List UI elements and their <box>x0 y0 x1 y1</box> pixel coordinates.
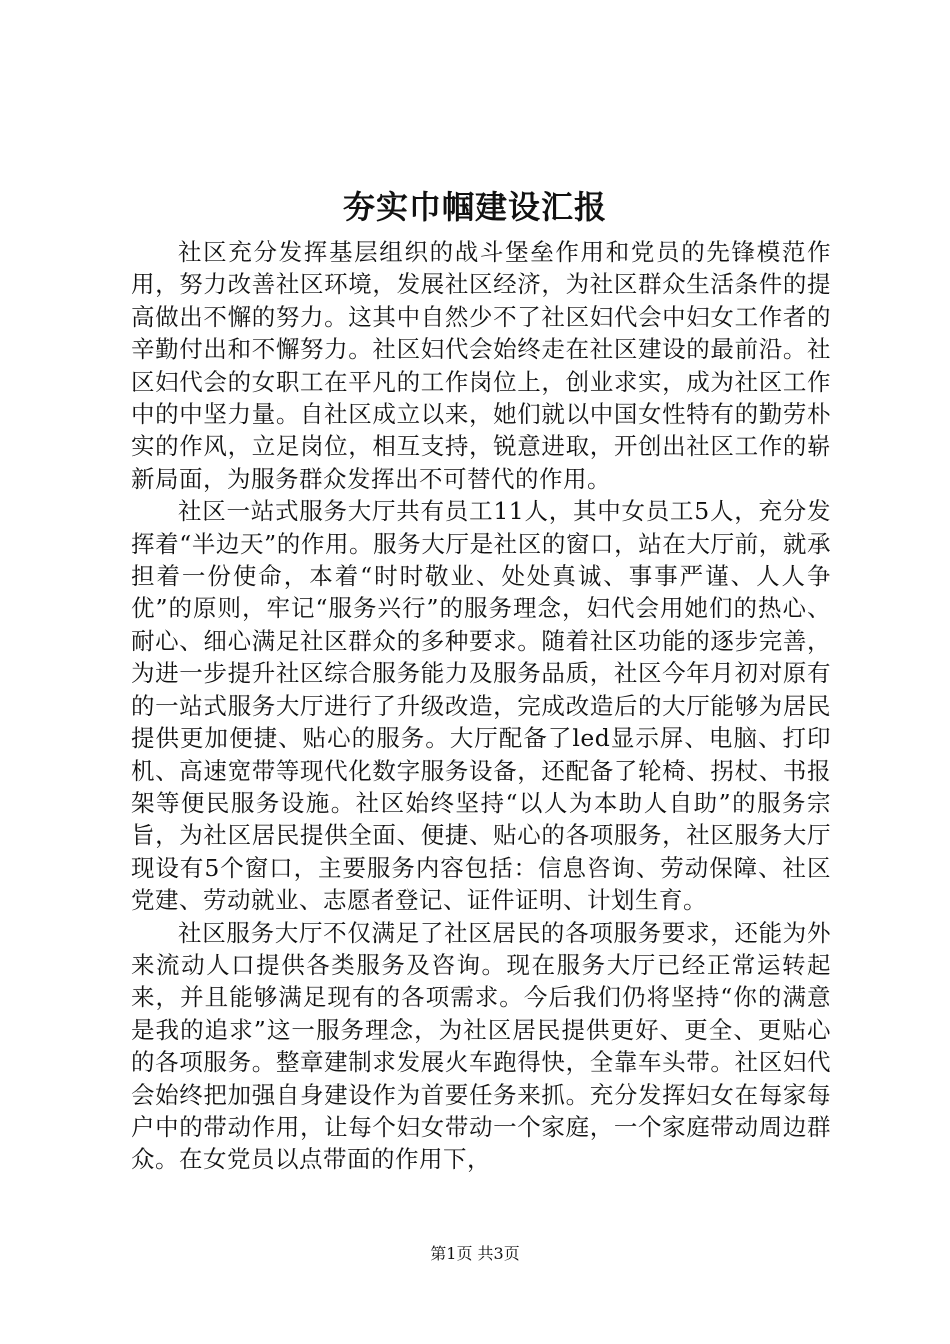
paragraph-1: 社区充分发挥基层组织的战斗堡垒作用和党员的先锋模范作用，努力改善社区环境，发展社区经济，为社区群众生活条件的提高做出不懈的努力。这其中自然少不了社区妇代会中妇女工作者的辛勤付出和不懈努力。社区妇代会始终走在社区建设的最前沿。社区妇代会的女职工在平凡的工作岗位上，创业求实，成为社区工作中的中坚力量。自社区成立以来，她们就以中国女性特有的勤劳朴实的作风，立足岗位，相互支持，锐意进取，开创出社区工作的崭新局面，为服务群众发挥出不可替代的作用。 <box>131 238 831 493</box>
paragraph-3: 社区服务大厅不仅满足了社区居民的各项服务要求，还能为外来流动人口提供各类服务及咨询。现在服务大厅已经正常运转起来，并且能够满足现有的各项需求。今后我们仍将坚持“你的满意是我的追求”这一服务理念，为社区居民提供更好、更全、更贴心的各项服务。整章建制求发展火车跑得快，全靠车头带。社区妇代会始终把加强自身建设作为首要任务来抓。充分发挥妇女在每家每户中的带动作用，让每个妇女带动一个家庭，一个家庭带动周边群众。在女党员以点带面的作用下， <box>131 918 831 1174</box>
document-title: 夯实巾帼建设汇报 <box>342 188 607 226</box>
paragraph-2: 社区一站式服务大厅共有员工11人，其中女员工5人，充分发挥着“半边天”的作用。服务大厅是社区的窗口，站在大厅前，就承担着一份使命，本着“时时敬业、处处真诚、事事严谨、人人争优”的原则，牢记“服务兴行”的服务理念，妇代会用她们的热心、耐心、细心满足社区群众的多种要求。随着社区功能的逐步完善，为进一步提升社区综合服务能力及服务品质，社区今年月初对原有的一站式服务大厅进行了升级改造，完成改造后的大厅能够为居民提供更加便捷、贴心的服务。大厅配备了led显示屏、电脑、打印机、高速宽带等现代化数字服务设备，还配备了轮椅、拐杖、书报架等便民服务设施。社区始终坚持“以人为本助人自助”的服务宗旨，为社区居民提供全面、便捷、贴心的各项服务，社区服务大厅现设有5个窗口，主要服务内容包括：信息咨询、劳动保障、社区党建、劳动就业、志愿者登记、证件证明、计划生育。 <box>131 497 831 915</box>
page-footer <box>0 1242 950 1266</box>
document-body <box>131 236 831 1176</box>
page-number-label: 第1页 共3页 <box>430 1244 520 1263</box>
